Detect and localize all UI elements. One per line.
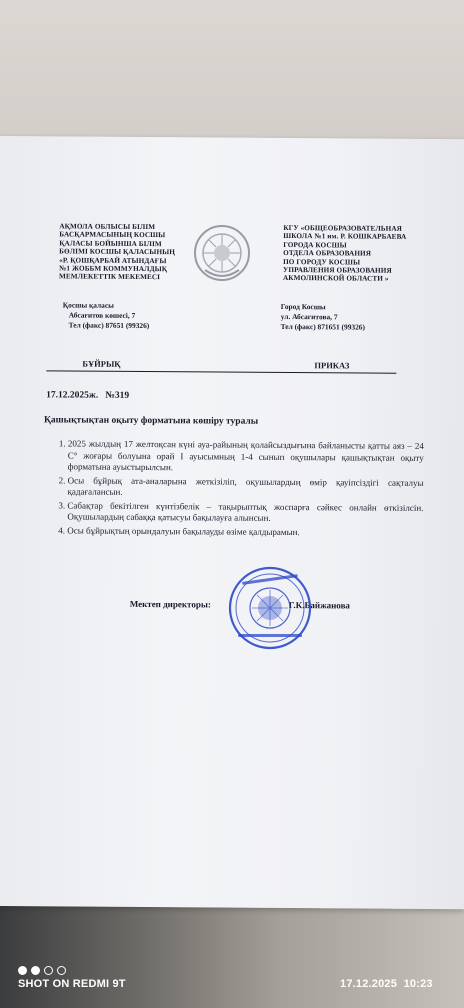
left-header-line: №1 ЖОББМ КОММУНАЛДЫҚ <box>59 264 168 274</box>
floor-background <box>0 900 464 1008</box>
order-item: 2. Осы бұйрық ата-аналарына жеткізіліп, оқушылардың өмір қауіпсіздігі сақталуы қадағалансын. <box>67 475 423 500</box>
left-header-line: БӨЛІМІ КОСШЫ ҚАЛАСЫНЫҢ <box>59 247 176 257</box>
order-items <box>45 438 424 541</box>
right-header-line: УПРАВЛЕНИЯ ОБРАЗОВАНИЯ <box>283 266 392 275</box>
state-emblem-icon <box>193 222 251 284</box>
left-address <box>63 300 150 331</box>
left-header-line: АҚМОЛА ОБЛЫСЫ БІЛІМ <box>59 222 156 232</box>
right-header-line: ПО ГОРОДУ КОСШЫ <box>283 257 361 267</box>
right-header-line: КГУ «ОБЩЕОБРАЗОВАТЕЛЬНАЯ <box>283 223 402 233</box>
date-number: 17.12.2025ж. №319 <box>46 390 130 401</box>
right-address-line: ул. Абсагитова, 7 <box>280 311 338 322</box>
right-header-line: ГОРОДА КОСШЫ <box>283 240 347 250</box>
signature-label: Мектеп директоры: <box>129 598 211 610</box>
order-item: 4. Осы бұйрықтың орындалуын бақылауды өзіме қалдырамын. <box>67 525 423 539</box>
order-subject: Қашықтықтан оқыту форматына көшіру туралы <box>43 415 259 427</box>
dot-icon <box>57 966 66 975</box>
official-stamp-icon <box>228 566 312 650</box>
left-header-line: БАСҚАРМАСЫНЫҢ КОСШЫ <box>59 230 166 240</box>
left-header-line: «Р. ҚОШҚАРБАЙ АТЫНДАҒЫ <box>59 256 167 265</box>
left-address-line: Тел (факс) 87651 (99326) <box>68 320 150 331</box>
right-header-line: ШКОЛА №1 им. Р. КОШКАРБАЕВА <box>283 232 407 242</box>
right-header-line: ОТДЕЛА ОБРАЗОВАНИЯ <box>283 249 372 258</box>
order-item: 3. Сабақтар бекітілген күнтізбелік – тақырыптық жоспарға сәйкес онлайн өткізілсін. Оқушылардың сабаққа қатысуы бақылауға алынсын. <box>67 500 423 525</box>
dot-icon <box>18 966 27 975</box>
left-header-line: ҚАЛАСЫ БОЙЫНША БІЛІМ <box>59 239 162 248</box>
right-address <box>281 302 365 333</box>
right-header-line: АКМОЛИНСКОЙ ОБЛАСТИ » <box>282 274 389 284</box>
camera-watermark-timestamp: 17.12.2025 10:23 <box>340 978 433 990</box>
left-header <box>59 222 179 282</box>
left-header-line: МЕМЛЕКЕТТІК МЕКЕМЕСІ <box>58 272 161 282</box>
right-address-line: Тел (факс) 871651 (99326) <box>280 321 365 332</box>
left-address-line: Қосшы қаласы <box>62 300 114 310</box>
right-header <box>283 224 433 284</box>
signature-name: Г.К.Байжанова <box>288 600 351 611</box>
dot-icon <box>44 966 53 975</box>
left-address-line: Абсағитов көшесі, 7 <box>68 310 136 320</box>
dot-icon <box>31 966 40 975</box>
header-divider <box>46 370 396 373</box>
order-item: 1. 2025 жылдың 17 желтоқсан күні ауа-райының қолайсыздығына байланысты қатты аяз – 24 С° жоғары болуына орай І ауысымның 1-4 сынып оқушылары қашықтықтан оқыту форматына ауыстырылсын. <box>68 438 424 475</box>
camera-watermark-model: SHOT ON REDMI 9T <box>18 978 126 990</box>
wall-background <box>0 0 464 140</box>
right-address-line: Город Косшы <box>280 301 326 312</box>
order-title-ru: ПРИКАЗ <box>314 360 350 371</box>
order-title-kz: БҰЙРЫҚ <box>82 358 121 369</box>
